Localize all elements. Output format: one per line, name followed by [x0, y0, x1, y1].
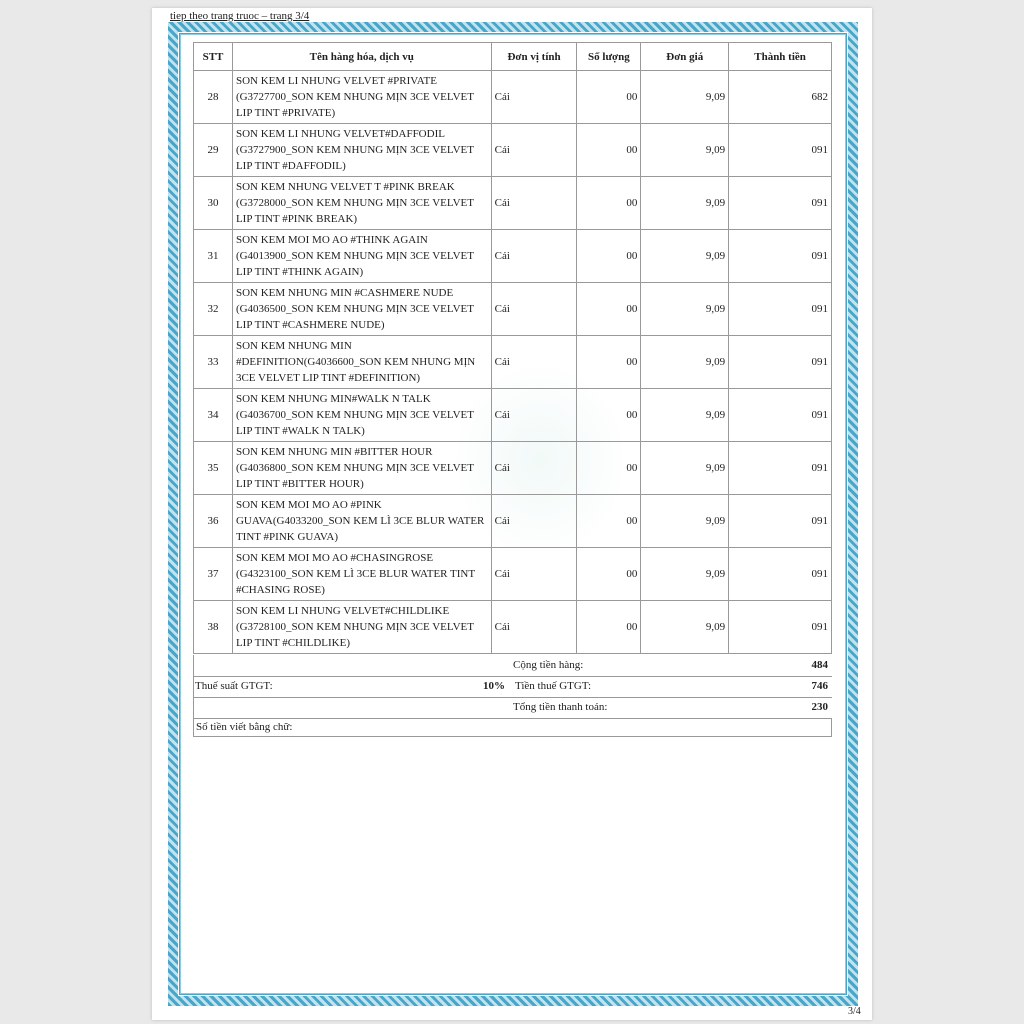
cell-name: SON KEM MOI MO AO #CHASINGROSE (G4323100_SON KEM LÌ 3CE BLUR WATER TINT #CHASING ROSE)	[232, 548, 491, 601]
continuation-note: tiep theo trang truoc – trang 3/4	[170, 10, 310, 22]
cell-unit: Cái	[491, 601, 577, 654]
table-row	[194, 283, 832, 336]
cell-stt: 30	[194, 177, 233, 230]
cell-price: 9,09	[641, 601, 729, 654]
table-row	[194, 177, 832, 230]
cell-price: 9,09	[641, 442, 729, 495]
cell-unit: Cái	[491, 442, 577, 495]
cell-name: SON KEM MOI MO AO #THINK AGAIN (G4013900_SON KEM NHUNG MỊN 3CE VELVET LIP TINT #THINK AGAIN)	[232, 230, 491, 283]
cell-amount: 091	[729, 283, 832, 336]
cell-qty: 00	[577, 601, 641, 654]
page-number: 3/4	[848, 1006, 861, 1017]
cell-name: SON KEM NHUNG MIN #CASHMERE NUDE (G4036500_SON KEM NHUNG MỊN 3CE VELVET LIP TINT #CASHMERE NUDE)	[232, 283, 491, 336]
cell-stt: 31	[194, 230, 233, 283]
total-label: Tổng tiền thanh toán:	[513, 701, 608, 713]
cell-amount: 091	[729, 495, 832, 548]
cell-qty: 00	[577, 230, 641, 283]
cell-name: SON KEM NHUNG MIN#WALK N TALK (G4036700_SON KEM NHUNG MỊN 3CE VELVET LIP TINT #WALK N TALK)	[232, 389, 491, 442]
table-row	[194, 71, 832, 124]
cell-amount: 682	[729, 71, 832, 124]
column-header: Tên hàng hóa, dịch vụ	[232, 43, 491, 71]
cell-qty: 00	[577, 442, 641, 495]
cell-amount: 091	[729, 442, 832, 495]
cell-unit: Cái	[491, 495, 577, 548]
vat-rate-label: Thuế suất GTGT:	[195, 680, 273, 692]
subtotal-row	[193, 655, 832, 677]
cell-qty: 00	[577, 548, 641, 601]
cell-amount: 091	[729, 230, 832, 283]
column-header: Đơn vị tính	[491, 43, 577, 71]
vat-value: 746	[811, 680, 828, 692]
table-row	[194, 230, 832, 283]
cell-stt: 29	[194, 124, 233, 177]
vat-rate: 10%	[483, 680, 505, 692]
cell-stt: 37	[194, 548, 233, 601]
cell-qty: 00	[577, 71, 641, 124]
cell-name: SON KEM MOI MO AO #PINK GUAVA(G4033200_SON KEM LÌ 3CE BLUR WATER TINT #PINK GUAVA)	[232, 495, 491, 548]
vat-row	[193, 676, 832, 698]
column-header: Số lượng	[577, 43, 641, 71]
cell-price: 9,09	[641, 389, 729, 442]
table-row	[194, 389, 832, 442]
cell-qty: 00	[577, 336, 641, 389]
cell-unit: Cái	[491, 177, 577, 230]
table-row	[194, 495, 832, 548]
cell-name: SON KEM NHUNG MIN #BITTER HOUR (G4036800_SON KEM NHUNG MỊN 3CE VELVET LIP TINT #BITTER HOUR)	[232, 442, 491, 495]
cell-stt: 38	[194, 601, 233, 654]
cell-name: SON KEM LI NHUNG VELVET#CHILDLIKE (G3728100_SON KEM NHUNG MỊN 3CE VELVET LIP TINT #CHILDLIKE)	[232, 601, 491, 654]
cell-amount: 091	[729, 601, 832, 654]
cell-qty: 00	[577, 495, 641, 548]
total-value: 230	[811, 701, 828, 713]
cell-qty: 00	[577, 389, 641, 442]
cell-qty: 00	[577, 177, 641, 230]
cell-name: SON KEM LI NHUNG VELVET #PRIVATE (G3727700_SON KEM NHUNG MỊN 3CE VELVET LIP TINT #PRIVATE)	[232, 71, 491, 124]
amount-in-words-label: Số tiền viết bằng chữ:	[196, 721, 293, 733]
cell-stt: 33	[194, 336, 233, 389]
column-header: Đơn giá	[641, 43, 729, 71]
cell-unit: Cái	[491, 71, 577, 124]
cell-amount: 091	[729, 548, 832, 601]
column-header: Thành tiền	[729, 43, 832, 71]
total-row	[193, 697, 832, 719]
subtotal-label: Cộng tiền hàng:	[513, 659, 584, 671]
table-row	[194, 336, 832, 389]
cell-stt: 34	[194, 389, 233, 442]
cell-unit: Cái	[491, 283, 577, 336]
column-header: STT	[194, 43, 233, 71]
cell-unit: Cái	[491, 548, 577, 601]
cell-price: 9,09	[641, 336, 729, 389]
cell-price: 9,09	[641, 177, 729, 230]
cell-name: SON KEM LI NHUNG VELVET#DAFFODIL (G3727900_SON KEM NHUNG MỊN 3CE VELVET LIP TINT #DAFFODIL)	[232, 124, 491, 177]
cell-price: 9,09	[641, 495, 729, 548]
amount-in-words-row	[193, 718, 832, 737]
table-row	[194, 601, 832, 654]
cell-stt: 35	[194, 442, 233, 495]
cell-price: 9,09	[641, 71, 729, 124]
table-row	[194, 548, 832, 601]
table-row	[194, 442, 832, 495]
table-row	[194, 124, 832, 177]
items-table	[193, 42, 832, 654]
subtotal-value: 484	[811, 659, 828, 671]
cell-amount: 091	[729, 336, 832, 389]
cell-qty: 00	[577, 283, 641, 336]
cell-qty: 00	[577, 124, 641, 177]
cell-price: 9,09	[641, 124, 729, 177]
cell-unit: Cái	[491, 336, 577, 389]
table-header	[194, 43, 832, 71]
cell-unit: Cái	[491, 230, 577, 283]
cell-price: 9,09	[641, 548, 729, 601]
cell-price: 9,09	[641, 230, 729, 283]
cell-amount: 091	[729, 177, 832, 230]
cell-unit: Cái	[491, 124, 577, 177]
cell-stt: 36	[194, 495, 233, 548]
cell-unit: Cái	[491, 389, 577, 442]
cell-name: SON KEM NHUNG VELVET T #PINK BREAK (G3728000_SON KEM NHUNG MỊN 3CE VELVET LIP TINT #PINK BREAK)	[232, 177, 491, 230]
cell-stt: 28	[194, 71, 233, 124]
cell-stt: 32	[194, 283, 233, 336]
cell-price: 9,09	[641, 283, 729, 336]
cell-amount: 091	[729, 124, 832, 177]
vat-label: Tiền thuế GTGT:	[515, 680, 592, 692]
cell-amount: 091	[729, 389, 832, 442]
cell-name: SON KEM NHUNG MIN #DEFINITION(G4036600_SON KEM NHUNG MỊN 3CE VELVET LIP TINT #DEFINITION)	[232, 336, 491, 389]
